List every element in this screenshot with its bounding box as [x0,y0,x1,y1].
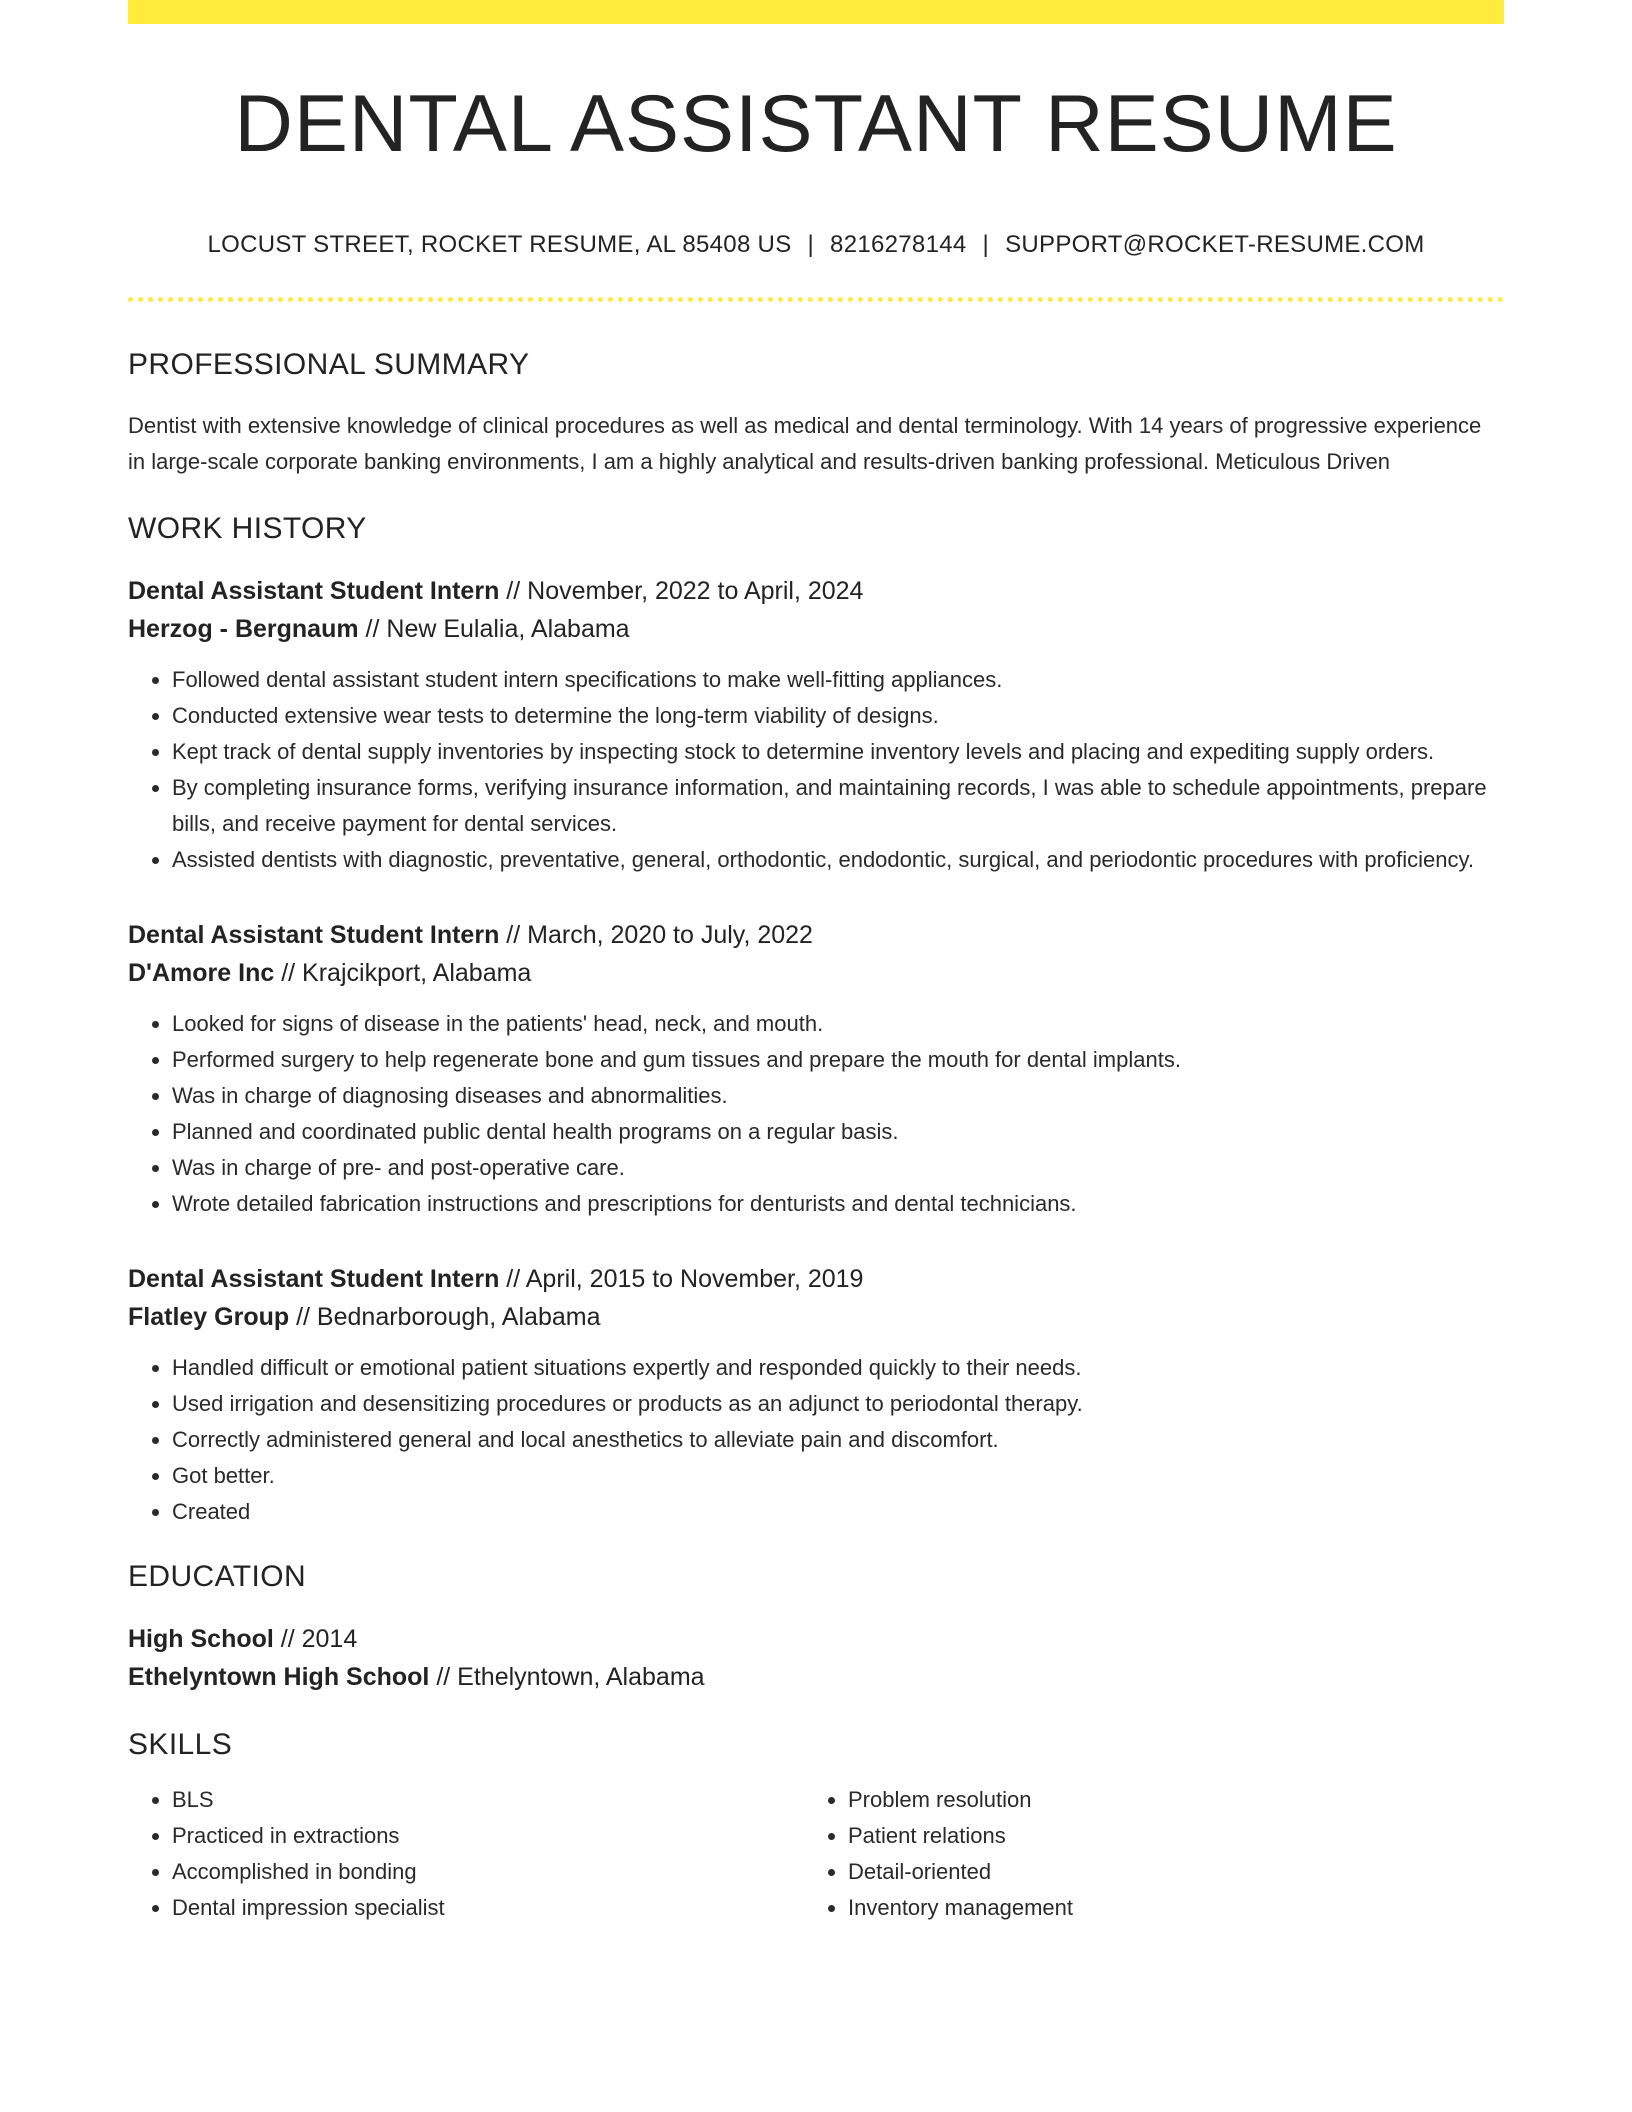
job-duty: • Kept track of dental supply inventories by inspecting stock to determine inventory levels and placing and expediting supply orders. [172,734,1504,770]
job-duty: • Followed dental assistant student intern specifications to make well-fitting appliances. [172,662,1504,698]
top-accent-bar [128,0,1504,24]
education-school-line [128,1658,1504,1696]
job-role-line [128,572,1504,610]
resume-title: DENTAL ASSISTANT RESUME [234,79,1398,169]
skill-item: • Detail-oriented [848,1854,1480,1890]
job-entry [128,916,1504,1222]
job-company: Flatley Group [128,1303,290,1331]
dotted-divider [128,297,1504,302]
job-duties-list [128,662,1504,878]
job-company-line [128,1298,1504,1336]
resume-page [128,0,1504,1926]
education-entry [128,1620,1504,1696]
job-duty: • Planned and coordinated public dental health programs on a regular basis. [172,1114,1504,1150]
job-duty: • Assisted dentists with diagnostic, preventative, general, orthodontic, endodontic, surgical, and periodontic procedures with proficiency. [172,842,1504,878]
job-duty: • Looked for signs of disease in the patients' head, neck, and mouth. [172,1006,1504,1042]
job-location: // Bednarborough, Alabama [296,1303,601,1331]
summary-heading: PROFESSIONAL SUMMARY [128,348,530,381]
education-year: // 2014 [280,1625,358,1653]
work-history-heading: WORK HISTORY [128,512,367,545]
contact-separator: | [982,231,990,258]
job-company: Herzog - Bergnaum [128,615,359,643]
education-heading: EDUCATION [128,1560,307,1593]
job-duty: • Handled difficult or emotional patient situations expertly and responded quickly to their needs. [172,1350,1504,1386]
job-role: Dental Assistant Student Intern [128,1265,500,1293]
job-duties-list [128,1006,1504,1222]
job-duty: • Created [172,1494,1504,1530]
job-duty: • Wrote detailed fabrication instructions and prescriptions for denturists and dental technicians. [172,1186,1504,1222]
job-duty: • Was in charge of diagnosing diseases and abnormalities. [172,1078,1504,1114]
job-duty: • Conducted extensive wear tests to determine the long-term viability of designs. [172,698,1504,734]
skill-item: • Problem resolution [848,1782,1480,1818]
education-school: Ethelyntown High School [128,1663,430,1691]
job-company-line [128,954,1504,992]
skill-item: • BLS [172,1782,804,1818]
skill-item: • Accomplished in bonding [172,1854,804,1890]
job-company: D'Amore Inc [128,959,275,987]
job-location: // Krajcikport, Alabama [281,959,532,987]
contact-phone: 8216278144 [830,231,967,258]
education-degree-line [128,1620,1504,1658]
skills-list-right [804,1782,1480,1926]
job-duty: • Performed surgery to help regenerate bone and gum tissues and prepare the mouth for dental implants. [172,1042,1504,1078]
skills-list-left [128,1782,804,1926]
job-company-line [128,610,1504,648]
job-dates: // April, 2015 to November, 2019 [506,1265,864,1293]
job-location: // New Eulalia, Alabama [365,615,630,643]
job-duty: • By completing insurance forms, verifying insurance information, and maintaining records, I was able to schedule appointments, prepare bills, and receive payment for dental services. [172,770,1504,842]
job-role: Dental Assistant Student Intern [128,577,500,605]
skills-heading: SKILLS [128,1728,233,1761]
skill-item: • Practiced in extractions [172,1818,804,1854]
contact-line [128,231,1504,259]
summary-text: Dentist with extensive knowledge of clinical procedures as well as medical and dental terminology. With 14 years of progressive experience in large-scale corporate banking environments, I am a highly analytical and results-driven banking professional. Meticulous Driven [128,413,1482,474]
job-role-line [128,1260,1504,1298]
contact-address: LOCUST STREET, ROCKET RESUME, AL 85408 US [207,231,792,258]
skill-item: • Inventory management [848,1890,1480,1926]
skill-item: • Dental impression specialist [172,1890,804,1926]
job-duty: • Correctly administered general and local anesthetics to alleviate pain and discomfort. [172,1422,1504,1458]
education-location: // Ethelyntown, Alabama [436,1663,705,1691]
contact-separator: | [807,231,815,258]
job-duty: • Was in charge of pre- and post-operative care. [172,1150,1504,1186]
contact-email: SUPPORT@ROCKET-RESUME.COM [1005,231,1425,258]
skill-item: • Patient relations [848,1818,1480,1854]
job-dates: // November, 2022 to April, 2024 [506,577,864,605]
job-duty: • Used irrigation and desensitizing procedures or products as an adjunct to periodontal therapy. [172,1386,1504,1422]
job-duty: • Got better. [172,1458,1504,1494]
skills-grid [128,1782,1504,1926]
job-duties-list [128,1350,1504,1530]
job-role-line [128,916,1504,954]
job-entry [128,572,1504,878]
job-role: Dental Assistant Student Intern [128,921,500,949]
job-entry [128,1260,1504,1530]
job-dates: // March, 2020 to July, 2022 [506,921,813,949]
education-degree: High School [128,1625,274,1653]
